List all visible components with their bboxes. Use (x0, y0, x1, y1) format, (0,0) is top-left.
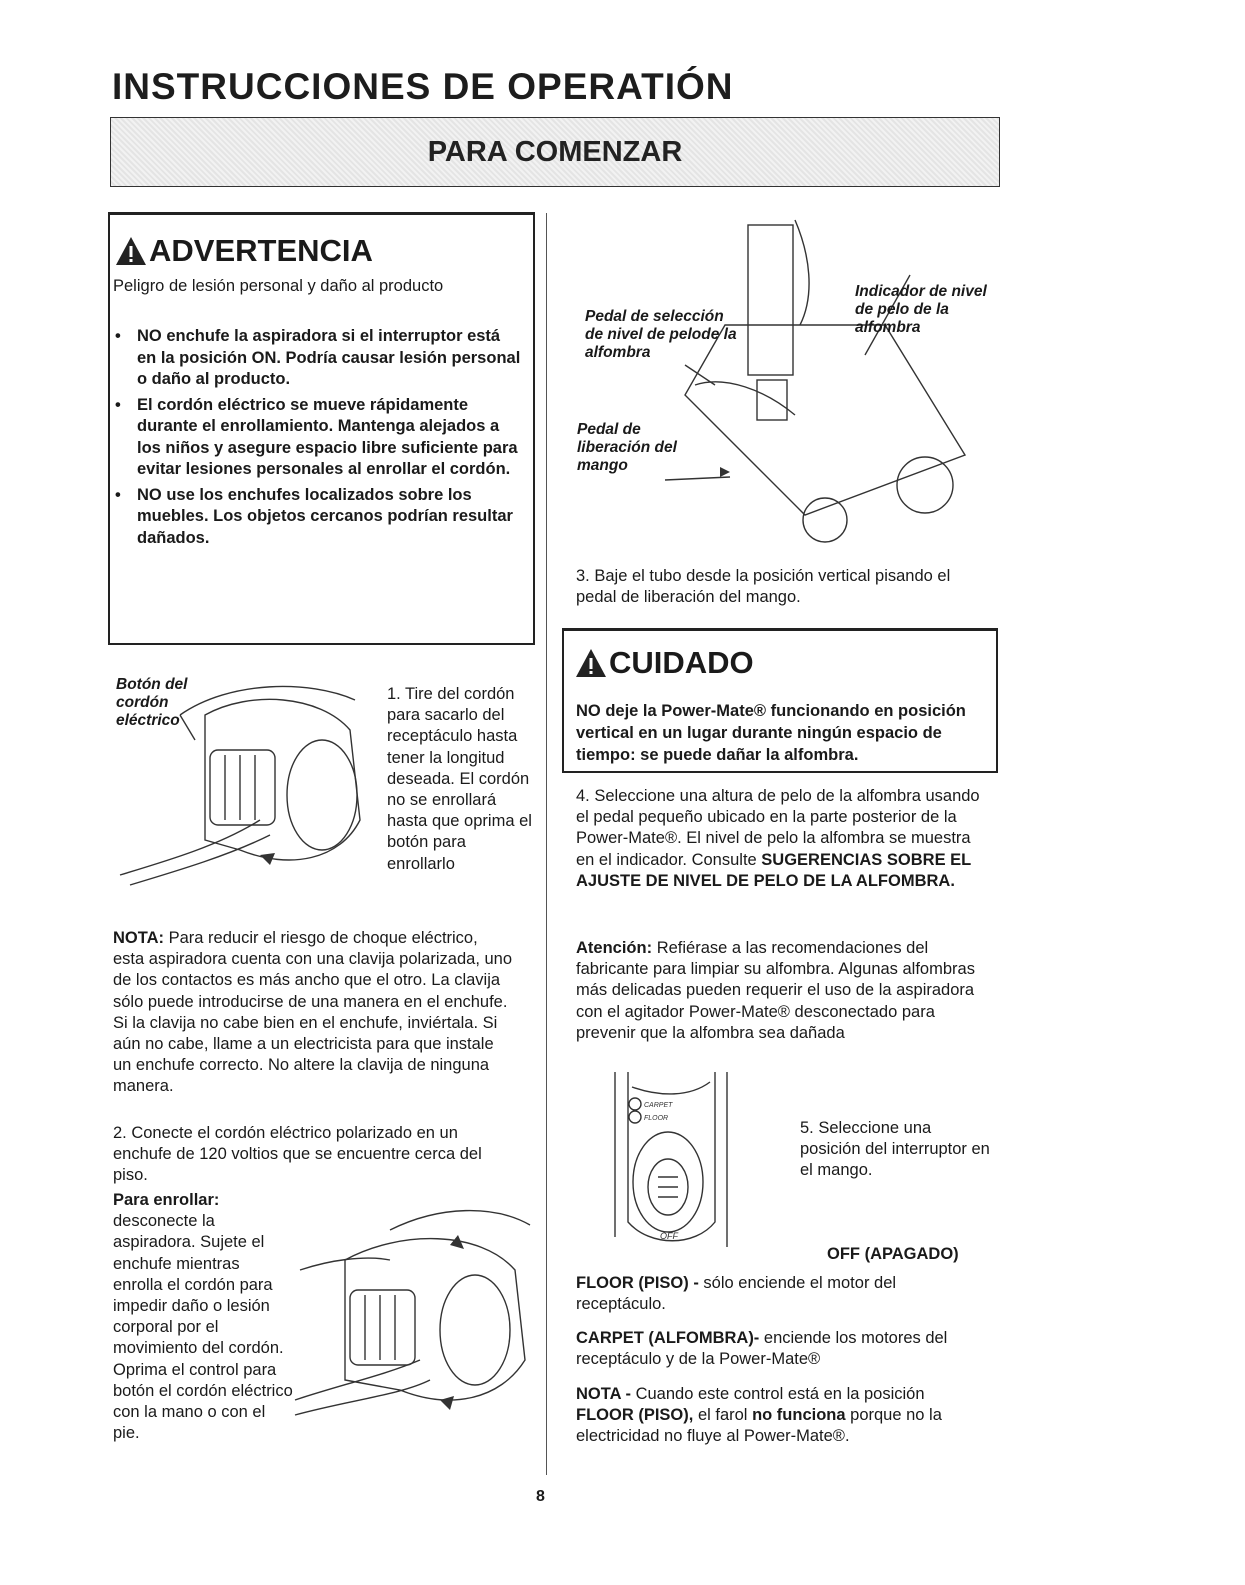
rewind-label: Para enrollar: (113, 1191, 220, 1209)
warning-list (113, 326, 523, 553)
attention-text: Refiérase a las recomendaciones del fabricante para limpiar su alfombra. Algunas alfombras más delicadas pueden requerir el uso de la aspiradora con el agitador Power-Mate® desconectado para prevenir que la alfombra sea dañada (576, 939, 975, 1042)
handle-switch-illustration (610, 1072, 740, 1247)
note-1 (113, 928, 513, 1098)
step-3-text: 3. Baje el tubo desde la posición vertical pisando el pedal de liberación del mango. (576, 567, 951, 607)
note-2-floor: FLOOR (PISO), (576, 1406, 694, 1425)
step-2-text: 2. Conecte el cordón eléctrico polarizado en un enchufe de 120 voltios que se encuentre cerca del piso. (113, 1124, 482, 1185)
attention-note (576, 938, 986, 1044)
page-title: INSTRUCCIONES DE OPERATIÓN (112, 66, 734, 107)
off-position-label: OFF (APAGADO) (827, 1245, 959, 1263)
warning-item: • El cordón eléctrico se mueve rápidamente durante el enrollamiento. Mantenga alejados a los niños y asegure espacio libre suficiente para evitar lesiones personales al enrollar el cordón. (113, 395, 523, 481)
note-1-label: NOTA: (113, 929, 165, 947)
note-1-text: Para reducir el riesgo de choque eléctrico, esta aspiradora cuenta con una clavija polarizada, uno de los contactos es más ancho que el otro. La clavija sólo puede introducirse de una manera en el enchufe. Si la clavija no cabe bien en el enchufe, inviértala. Si aún no cabe, llame a un electricista para que instale un enchufe correcto. No altere la clavija de ninguna manera. (113, 929, 513, 1096)
section-banner (110, 117, 1000, 187)
section-title: PARA COMENZAR (427, 135, 683, 168)
note-2-text-b: el farol (697, 1406, 748, 1425)
pile-indicator-label: Indicador de nivel de pelo de la alfombra (855, 283, 987, 336)
step-4-reference: SUGERENCIAS SOBRE EL AJUSTE DE NIVEL DE PELO DE LA ALFOMBRA. (576, 850, 971, 890)
cord-button-label: Botón del cordón eléctrico (116, 676, 188, 729)
floor-description (576, 1273, 986, 1315)
warning-triangle-icon (115, 236, 147, 266)
carpet-text: enciende los motores del receptáculo y de la Power-Mate® (576, 1329, 948, 1369)
rewind-illustration (290, 1200, 535, 1440)
carpet-label: CARPET (ALFOMBRA)- (576, 1329, 760, 1347)
note-2-text-c: porque no la electricidad no fluye al Power-Mate®. (576, 1406, 942, 1446)
off-switch-label: OFF (660, 1231, 678, 1241)
rewind-text: desconecte la aspiradora. Sujete el enchufe mientras enrolla el cordón para impedir daño o lesión corporal por el movimiento del cordón. Oprima el control para botón el cordón eléctrico con la mano o con el pie. (113, 1212, 293, 1443)
carpet-description (576, 1328, 986, 1370)
carpet-switch-label: CARPET (644, 1102, 673, 1109)
step-4 (576, 786, 986, 892)
caution-heading (575, 645, 754, 681)
page-number: 8 (536, 1488, 545, 1505)
note-2 (576, 1384, 986, 1448)
floor-label: FLOOR (PISO) - (576, 1274, 699, 1292)
note-2-not-working: no funciona (752, 1406, 846, 1425)
handle-release-label: Pedal de liberación del mango (577, 421, 677, 474)
floor-switch-label: FLOOR (644, 1115, 669, 1122)
warning-item: • NO use los enchufes localizados sobre los muebles. Los objetos cercanos podrían resultar dañados. (113, 485, 523, 550)
note-2-text: Cuando este control está en la posición (635, 1385, 925, 1403)
warning-heading (115, 233, 373, 269)
cord-rewind-illustration (110, 670, 380, 900)
note-2-label: NOTA - (576, 1385, 631, 1403)
power-mate-illustration (565, 215, 985, 545)
step-5-text: 5. Seleccione una posición del interruptor en el mango. (800, 1119, 990, 1180)
warning-item: • NO enchufe la aspiradora si el interruptor está en la posición ON. Podría causar lesión personal o daño al producto. (113, 326, 523, 391)
caution-text: NO deje la Power-Mate® funcionando en posición vertical en un lugar durante ningún espacio de tiempo: se puede dañar la alfombra. (576, 702, 966, 764)
step-4-text: 4. Seleccione una altura de pelo de la alfombra usando el pedal pequeño ubicado en la parte posterior de la Power-Mate®. El nivel de pelo la alfombra se muestra en el indicador. Consulte (576, 787, 980, 869)
column-divider (546, 213, 547, 1475)
step-1-text: 1. Tire del cordón para sacarlo del receptáculo hasta tener la longitud deseada. El cordón no se enrollará hasta que oprima el botón para enrollarlo (387, 685, 532, 873)
caution-triangle-icon (575, 648, 607, 678)
warning-title: ADVERTENCIA (149, 233, 373, 268)
attention-label: Atención: (576, 939, 653, 957)
warning-intro: Peligro de lesión personal y daño al producto (113, 277, 444, 295)
pile-pedal-label: Pedal de selección de nivel de pelode la alfombra (585, 308, 737, 361)
floor-text: sólo enciende el motor del receptáculo. (576, 1274, 897, 1314)
rewind-instructions (113, 1190, 293, 1444)
caution-title: CUIDADO (609, 645, 754, 680)
